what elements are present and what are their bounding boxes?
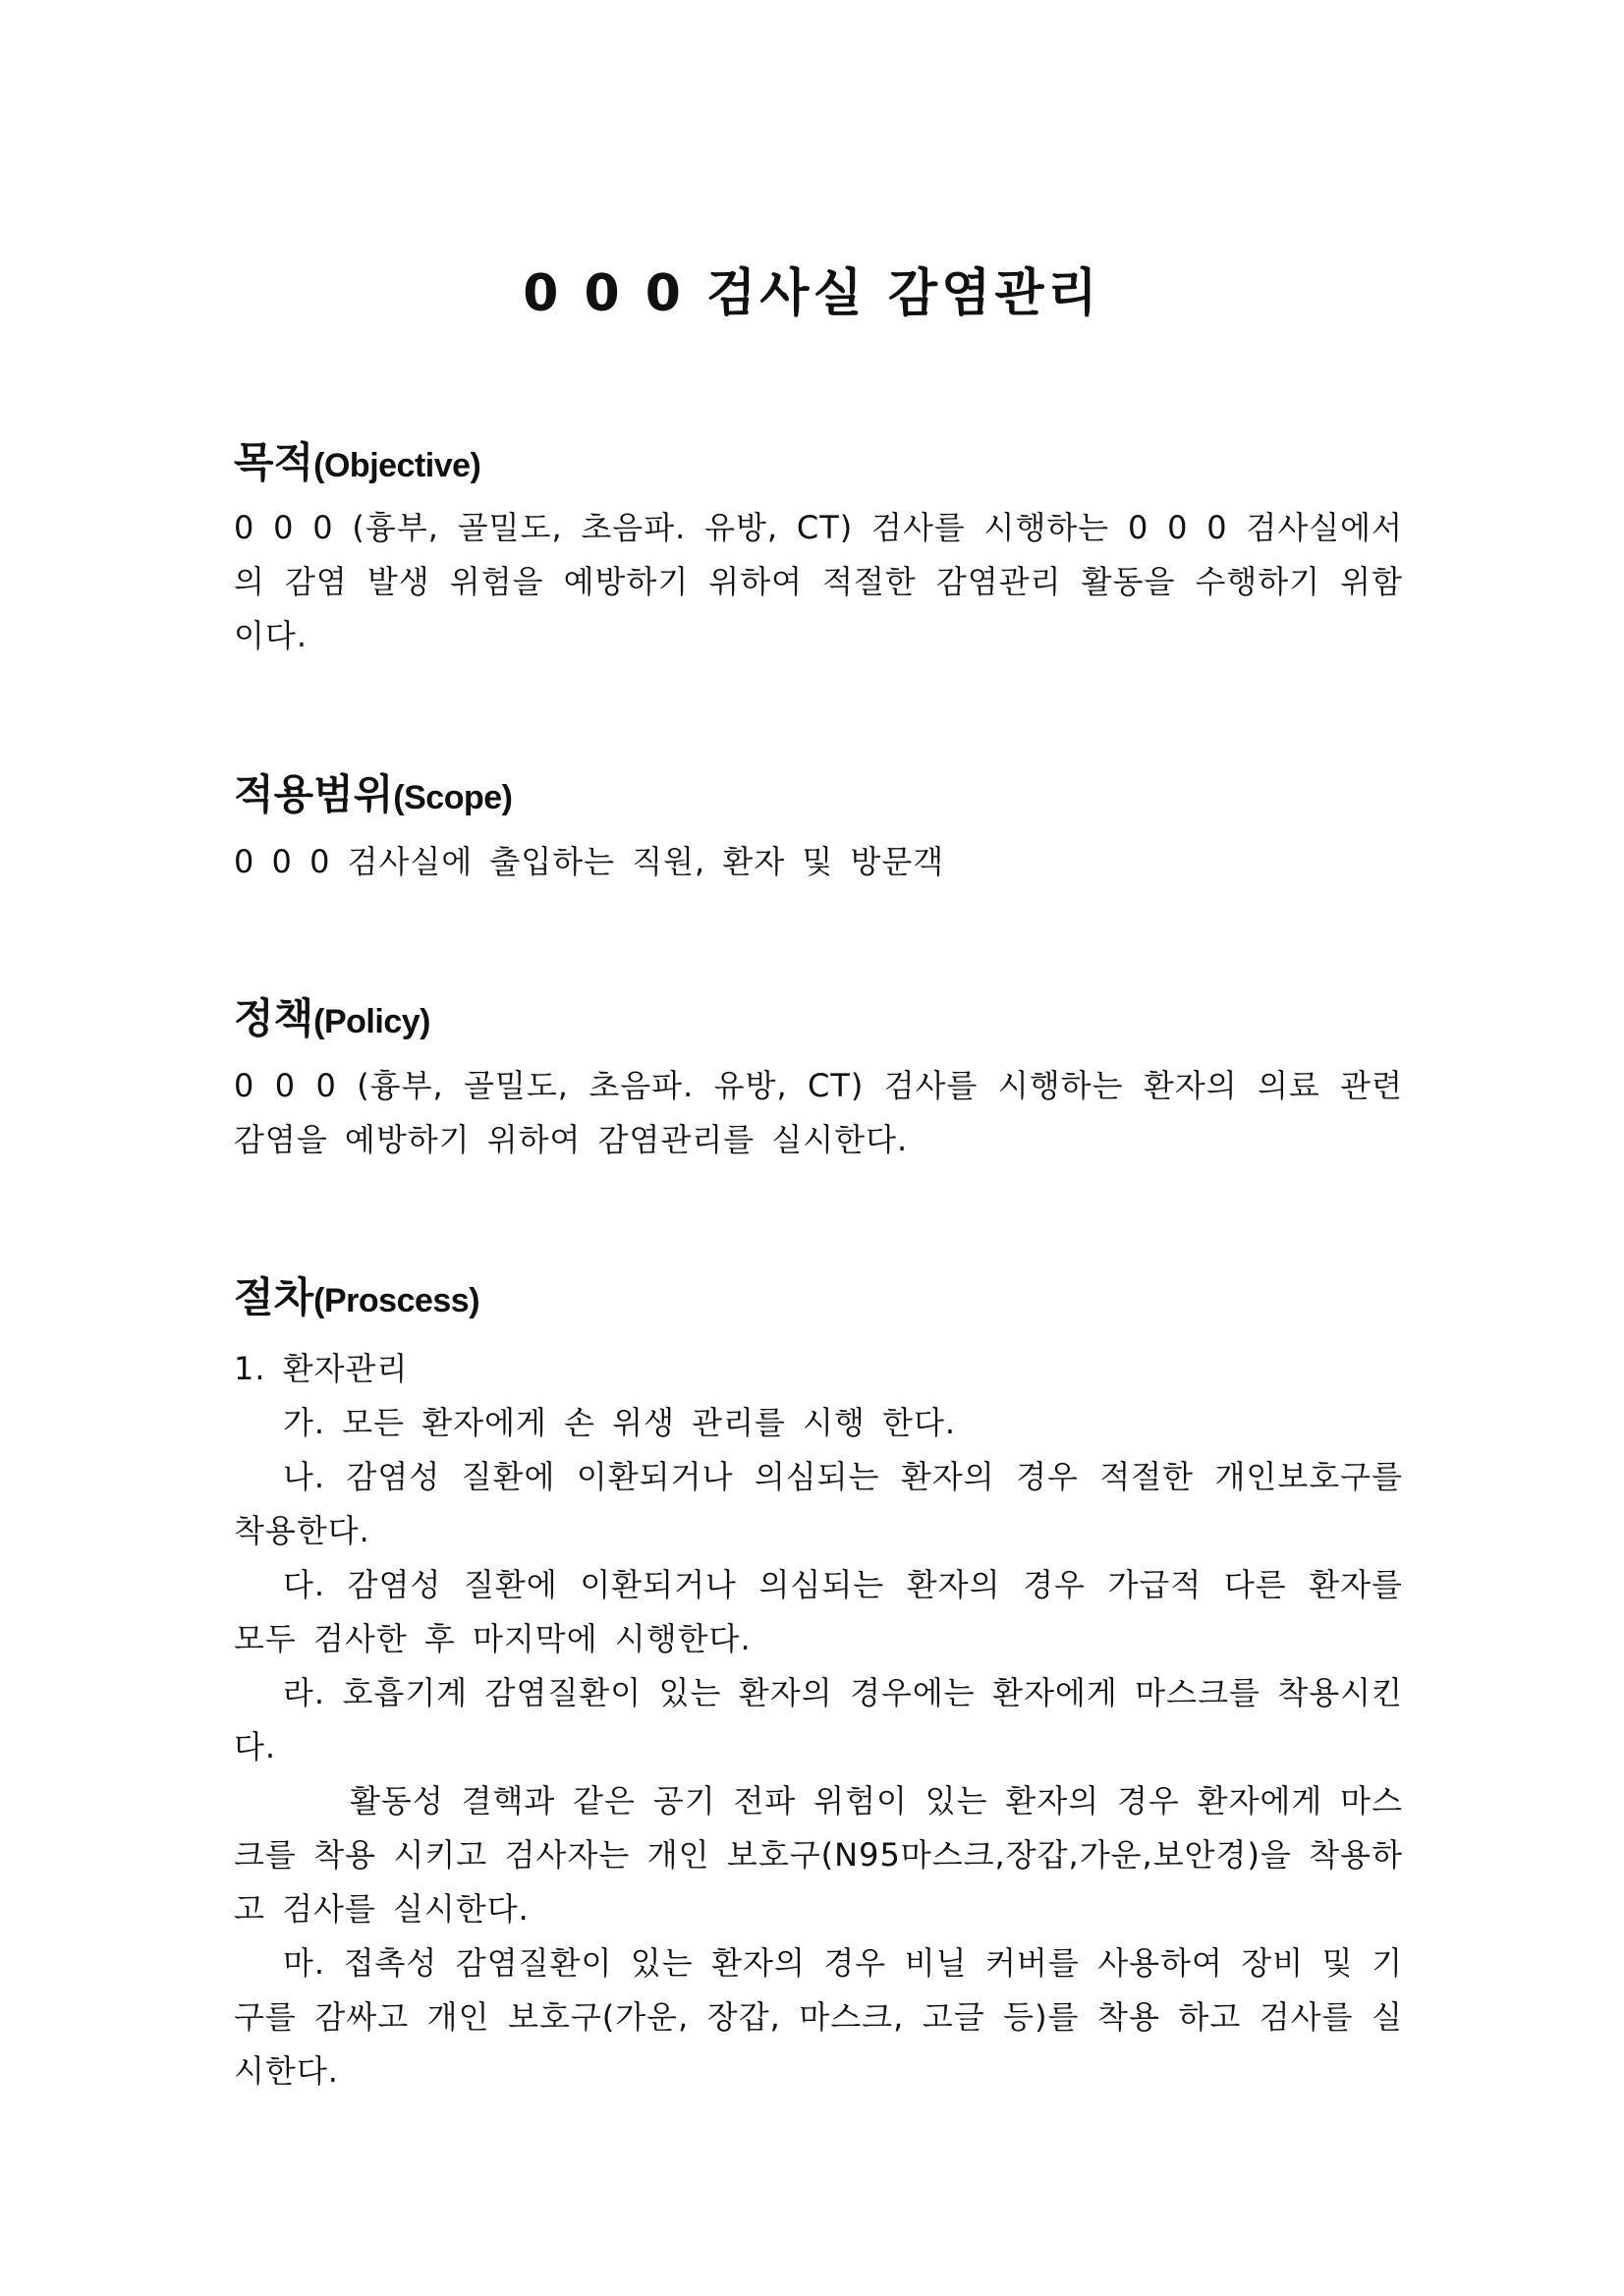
- process-sub-item-ma: 마. 접촉성 감염질환이 있는 환자의 경우 비닐 커버를 사용하여 장비 및 기구를 감싸고 개인 보호구(가운, 장갑, 마스크, 고글 등)를 착용 하고 검사를 실시한다.: [234, 1944, 1403, 2090]
- process-item-1: 1. 환자관리: [234, 1350, 409, 1387]
- objective-body: 0 0 0 (흉부, 골밀도, 초음파. 유방, CT) 검사를 시행하는 0 0 0 검사실에서의 감염 발생 위험을 예방하기 위하여 적절한 감염관리 활동을 수행하기 위함이다.: [234, 509, 1403, 654]
- objective-heading-ko: 목적: [234, 438, 314, 486]
- process-sub-item-ga: 가. 모든 환자에게 손 위생 관리를 시행 한다.: [283, 1404, 957, 1441]
- objective-heading: [234, 438, 480, 487]
- process-heading-ko: 절차: [234, 1273, 314, 1321]
- objective-heading-en: (Objective): [313, 447, 481, 484]
- policy-heading-en: (Policy): [313, 1003, 430, 1040]
- process-sub-item-na: 나. 감염성 질환에 이환되거나 의심되는 환자의 경우 적절한 개인보호구를 착용한다.: [234, 1458, 1403, 1549]
- scope-heading: [234, 770, 512, 819]
- scope-body: 0 0 0 검사실에 출입하는 직원, 환자 및 방문객: [234, 843, 945, 880]
- process-sub-item-ra: 라. 호흡기계 감염질환이 있는 환자의 경우에는 환자에게 마스크를 착용시킨다.: [234, 1674, 1403, 1765]
- scope-heading-en: (Scope): [393, 779, 513, 816]
- policy-heading: [234, 994, 430, 1043]
- policy-body: 0 0 0 (흉부, 골밀도, 초음파. 유방, CT) 검사를 시행하는 환자의 의료 관련 감염을 예방하기 위하여 감염관리를 실시한다.: [234, 1067, 1403, 1158]
- process-sub-item-da: 다. 감염성 질환에 이환되거나 의심되는 환자의 경우 가급적 다른 환자를 모두 검사한 후 마지막에 시행한다.: [234, 1566, 1403, 1657]
- process-heading-en: (Proscess): [313, 1282, 480, 1319]
- process-heading: [234, 1273, 479, 1322]
- document-title: 0 0 0 검사실 감염관리: [523, 264, 1101, 323]
- policy-heading-ko: 정책: [234, 994, 314, 1042]
- scope-heading-ko: 적용범위: [234, 770, 394, 818]
- process-sub-item-tb: 활동성 결핵과 같은 공기 전파 위험이 있는 환자의 경우 환자에게 마스크를 착용 시키고 검사자는 개인 보호구(N95마스크,장갑,가운,보안경)을 착용하고 검사를 실시한다.: [234, 1782, 1403, 1928]
